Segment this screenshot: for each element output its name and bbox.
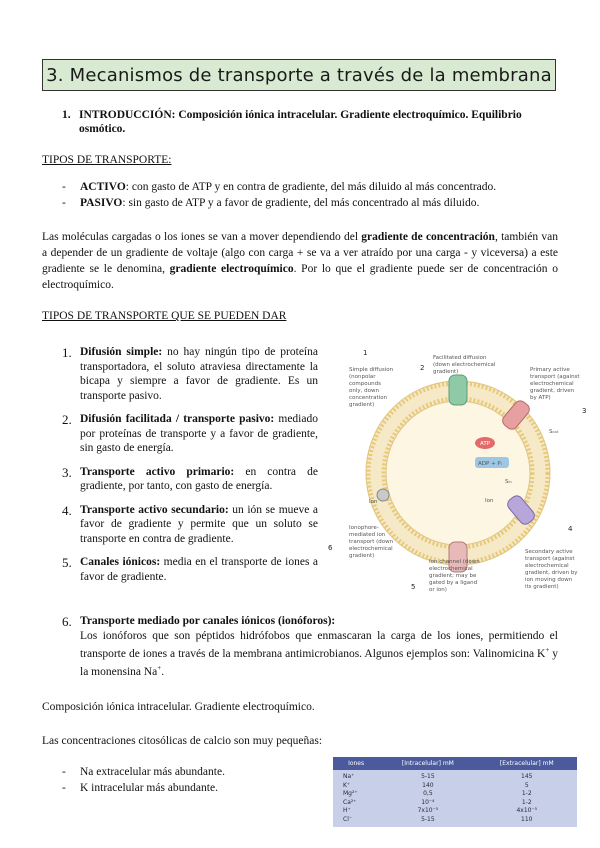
types-list xyxy=(62,345,318,584)
intro-heading xyxy=(62,108,558,136)
gradient-paragraph: Las moléculas cargadas o los iones se van a mover dependiendo del gradiente de concentración, también van a depender de un gradiente de voltaje (algo con carga + se va a ver atraído por una carga - y viceversa) a este gradiente se le denomina, gradiente electroquímico. Por lo que el gradiente puede ser de concentración o electroquímico. xyxy=(42,231,559,291)
svg-text:(down electrochemical: (down electrochemical xyxy=(433,362,496,368)
svg-text:or ion): or ion) xyxy=(429,587,447,593)
s-in-label: Sᵢₙ xyxy=(505,479,512,485)
ionophore xyxy=(377,489,389,501)
adp-label: ADP + Pᵢ xyxy=(478,461,502,467)
svg-text:ion moving down: ion moving down xyxy=(525,577,573,583)
list-item: 2. Difusión facilitada / transporte pasivo: mediado por proteínas de transporte y a favor de gradiente, sin gasto de energía. xyxy=(62,412,318,454)
table-header-row: Iones [Intracelular] mM [Extracelular] mM xyxy=(333,757,577,770)
calcium-line: Las concentraciones citosólicas de calcio son muy pequeñas: xyxy=(42,735,323,747)
svg-text:electrochemical: electrochemical xyxy=(525,563,569,569)
facilitated-protein xyxy=(449,375,467,405)
svg-text:Simple diffusion: Simple diffusion xyxy=(349,367,394,373)
svg-text:Primary active: Primary active xyxy=(530,367,570,373)
intro-number: 1. xyxy=(62,109,71,121)
label-ion-channel xyxy=(429,559,480,593)
svg-text:Ionophore-: Ionophore- xyxy=(349,525,379,531)
table-row: Ca²⁺ 10⁻⁴ 1-2 xyxy=(333,799,577,808)
term-pasivo: PASIVO xyxy=(80,197,123,209)
svg-text:by ATP): by ATP) xyxy=(530,395,551,401)
list-item: 5. Canales iónicos: media en el transporte de iones a favor de gradiente. xyxy=(62,555,319,583)
transport-types-list xyxy=(62,180,562,211)
svg-text:(nonpolar: (nonpolar xyxy=(349,374,376,380)
label-secondary-active xyxy=(525,549,578,590)
list-item: - PASIVO: sin gasto de ATP y a favor de gradiente, del más concentrado al más diluido. xyxy=(62,197,480,209)
table-row: K⁺ 140 5 xyxy=(333,782,577,791)
svg-text:compounds: compounds xyxy=(349,381,381,387)
svg-text:gradient): gradient) xyxy=(349,553,375,559)
label-simple-diffusion xyxy=(349,367,394,408)
figure-number: 1 xyxy=(363,349,368,357)
ion-label: Ion xyxy=(485,498,494,504)
svg-text:transport (against: transport (against xyxy=(530,374,580,380)
type-6: 6. Transporte mediado por canales iónicos (ionóforos): Los ionóforos que son péptidos hidrófobos que enmascaran la carga de los iones, permitiendo el transporte de iones a través de la membrana antimicrobianos. Algunos ejemplos son: Valinomicina K+ y la monensina Na+. xyxy=(62,614,558,679)
transport-types-heading: TIPOS DE TRANSPORTE: xyxy=(42,154,172,166)
membrane-transport-figure xyxy=(325,345,590,607)
list-item: - Na extracelular más abundante. xyxy=(62,766,225,778)
table-row: Na⁺ 5-15 145 xyxy=(333,770,577,782)
svg-text:gated by a ligand: gated by a ligand xyxy=(429,580,478,586)
list-item: - ACTIVO: con gasto de ATP y en contra de gradiente, del más diluido al más concentrado. xyxy=(62,181,497,193)
label-primary-active xyxy=(530,367,580,401)
svg-text:concentration: concentration xyxy=(349,395,388,401)
composition-line: Composición iónica intracelular. Gradiente electroquímico. xyxy=(42,701,315,713)
svg-text:only, down: only, down xyxy=(349,388,379,394)
term-activo: ACTIVO xyxy=(80,181,126,193)
table-row: Mg²⁺ 0,5 1-2 xyxy=(333,790,577,799)
svg-text:gradient; may be: gradient; may be xyxy=(429,573,477,579)
page-title-box xyxy=(42,59,556,91)
svg-text:electrochemical: electrochemical xyxy=(429,566,473,572)
svg-text:transport (down: transport (down xyxy=(349,539,394,545)
list-item: 4. Transporte activo secundario: un ión se mueve a favor de gradiente y permite que un soluto se transporte en contra de gradiente. xyxy=(62,502,318,545)
svg-text:gradient, driven by: gradient, driven by xyxy=(525,570,578,576)
svg-text:gradient): gradient) xyxy=(433,369,459,375)
s-out-label: Sₒᵤₜ xyxy=(549,429,559,435)
figure-number: 6 xyxy=(328,544,333,552)
svg-text:Facilitated diffusion: Facilitated diffusion xyxy=(433,355,487,361)
svg-text:its gradient): its gradient) xyxy=(525,584,559,590)
atp-label: ATP xyxy=(480,441,491,447)
list-item: - K intracelular más abundante. xyxy=(62,782,218,794)
figure-number: 2 xyxy=(420,364,425,372)
table-row: Cl⁻ 5-15 110 xyxy=(333,816,577,828)
intro-text: INTRODUCCIÓN: Composición iónica intracelular. Gradiente electroquímico. Equilibrio osmótico. xyxy=(79,109,522,135)
svg-text:mediated ion: mediated ion xyxy=(349,532,386,538)
types-heading: TIPOS DE TRANSPORTE QUE SE PUEDEN DAR xyxy=(42,310,287,322)
svg-text:transport (against: transport (against xyxy=(525,556,575,562)
svg-text:electrochemical: electrochemical xyxy=(530,381,574,387)
figure-number: 3 xyxy=(582,407,587,415)
svg-text:Secondary active: Secondary active xyxy=(525,549,573,555)
list-item: 1. Difusión simple: no hay ningún tipo de proteína transportadora, el soluto atraviesa directamente la bicapa y siempre a favor de gradiente. Es un transporte pasivo. xyxy=(62,345,318,402)
list-item: 3. Transporte activo primario: en contra de gradiente, por tanto, con gasto de energía. xyxy=(62,464,318,492)
table-row: H⁺ 7x10⁻⁵ 4x10⁻⁵ xyxy=(333,807,577,816)
svg-text:electrochemical: electrochemical xyxy=(349,546,393,552)
figure-number: 4 xyxy=(568,525,573,533)
page-title: 3. Mecanismos de transporte a través de la membrana xyxy=(46,64,552,86)
ion-list xyxy=(62,765,312,796)
svg-text:Ion channel (down: Ion channel (down xyxy=(429,559,480,565)
ion-label: Ion xyxy=(369,499,378,505)
ion-concentration-table xyxy=(333,757,577,827)
svg-text:gradient): gradient) xyxy=(349,402,375,408)
figure-number: 5 xyxy=(411,583,416,591)
svg-text:gradient, driven: gradient, driven xyxy=(530,388,575,394)
label-facilitated-diffusion xyxy=(433,355,496,375)
